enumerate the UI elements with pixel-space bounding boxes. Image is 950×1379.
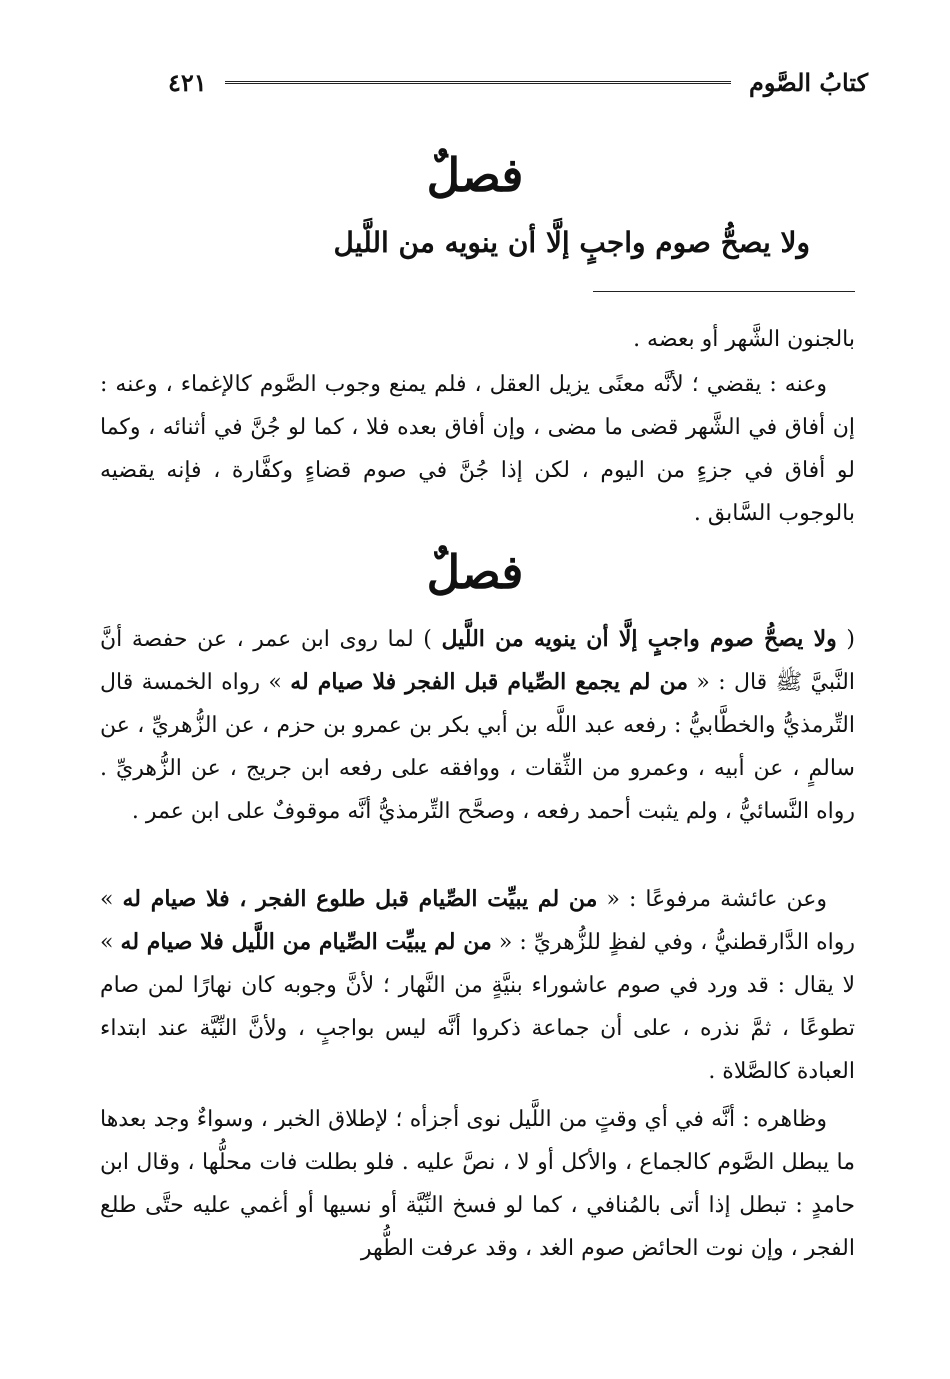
- paragraph-4: [100, 878, 855, 1093]
- paragraph-3-text-b: » رواه الخمسة قال التِّرمذيُّ والخطَّابيُّ : رفعه عبد اللَّه بن أبي بكر بن عمرو بن حزم ، عن الزُّهريِّ ، عن سالمٍ ، عن أبيه ، وعمرو من الثِّقات ، ووافقه على رفعه ابن جريج ، عن الزُّهريِّ . رواه النَّسائيُّ ، ولم يثبت أحمد رفعه ، وصحَّح التِّرمذيُّ أنَّه موقوفٌ على ابن عمر .: [100, 670, 855, 824]
- page-number: ٤٢١: [168, 67, 207, 97]
- paren-open: (: [836, 627, 856, 652]
- paragraph-2-text: وعنه : يقضي ؛ لأنَّه معنًى يزيل العقل ، فلم يمنع وجوب الصَّوم كالإغماء ، وعنه : إن أفاق في الشَّهر قضى ما مضى ، وإن أفاق بعده فلا ، كما لو جُنَّ في أثنائه ، وكما لو أفاق في جزءٍ من اليوم ، لكن إذا جُنَّ في صوم قضاءٍ وكفَّارة ، فإنه يقضيه بالوجوب السَّابق .: [100, 372, 855, 526]
- paragraph-4-text-c: » لا يقال : قد ورد في صوم عاشوراء بنيَّةٍ من النَّهار ؛ لأنَّ وجوبه كان نهارًا لمن صام تطوعًا ، ثمَّ نذره ، على أن جماعة ذكروا أنَّه ليس بواجبٍ ، ولأنَّ النِّيَّة عند ابتداء العبادة كالصَّلاة .: [100, 930, 855, 1084]
- book-title: كتابُ الصَّوم: [749, 67, 868, 97]
- section-heading-1: فصلٌ: [426, 148, 524, 202]
- header-rule: [225, 81, 731, 84]
- paragraph-5-text: وظاهره : أنَّه في أي وقتٍ من اللَّيل نوى أجزأه ؛ لإطلاق الخبر ، وسواءٌ وجد بعدها ما يبطل الصَّوم كالجماع ، والأكل أو لا ، نصَّ عليه . فلو بطلت فات محلُّها ، وقال ابن حامدٍ : تبطل إذا أتى بالمُنافي ، كما لو فسخ النِّيَّة أو نسيها أو أغمي عليه حتَّى طلع الفجر ، وإن نوت الحائض صوم الغد ، وقد عرفت الطُّهر: [100, 1107, 855, 1261]
- paragraph-4-text-b: » رواه الدَّارقطنيُّ ، وفي لفظٍ للزُّهريِّ : «: [100, 887, 855, 955]
- hadith-quote: من لم يجمع الصِّيام قبل الفجر فلا صيام له: [290, 669, 688, 695]
- hadith-quote-1: من لم يبيِّت الصِّيام قبل طلوع الفجر ، فلا صيام له: [122, 886, 598, 912]
- footnote-rule: [593, 291, 855, 292]
- section-heading-2: فصلٌ: [426, 545, 524, 599]
- paragraph-5: [100, 1098, 855, 1270]
- paragraph-3-text-a: ) لما روى ابن عمر ، عن حفصة أنَّ النَّبيَّ ﷺ قال : «: [100, 627, 855, 695]
- paragraph-2: [100, 363, 855, 535]
- paragraph-1-text: بالجنون الشَّهر أو بعضه .: [633, 327, 855, 352]
- matn-text: ولا يصحُّ صوم واجبٍ إلَّا أن ينويه من اللَّيل: [333, 226, 810, 259]
- running-head: [168, 62, 868, 102]
- matn-quote: ولا يصحُّ صوم واجبٍ إلَّا أن ينويه من اللَّيل: [441, 626, 837, 652]
- paragraph-3: [100, 618, 855, 833]
- paragraph-4-text-a: وعن عائشة مرفوعًا : «: [597, 887, 827, 912]
- hadith-quote-2: من لم يبيِّت الصِّيام من اللَّيل فلا صيام له: [120, 929, 492, 955]
- paragraph-1: [100, 318, 855, 361]
